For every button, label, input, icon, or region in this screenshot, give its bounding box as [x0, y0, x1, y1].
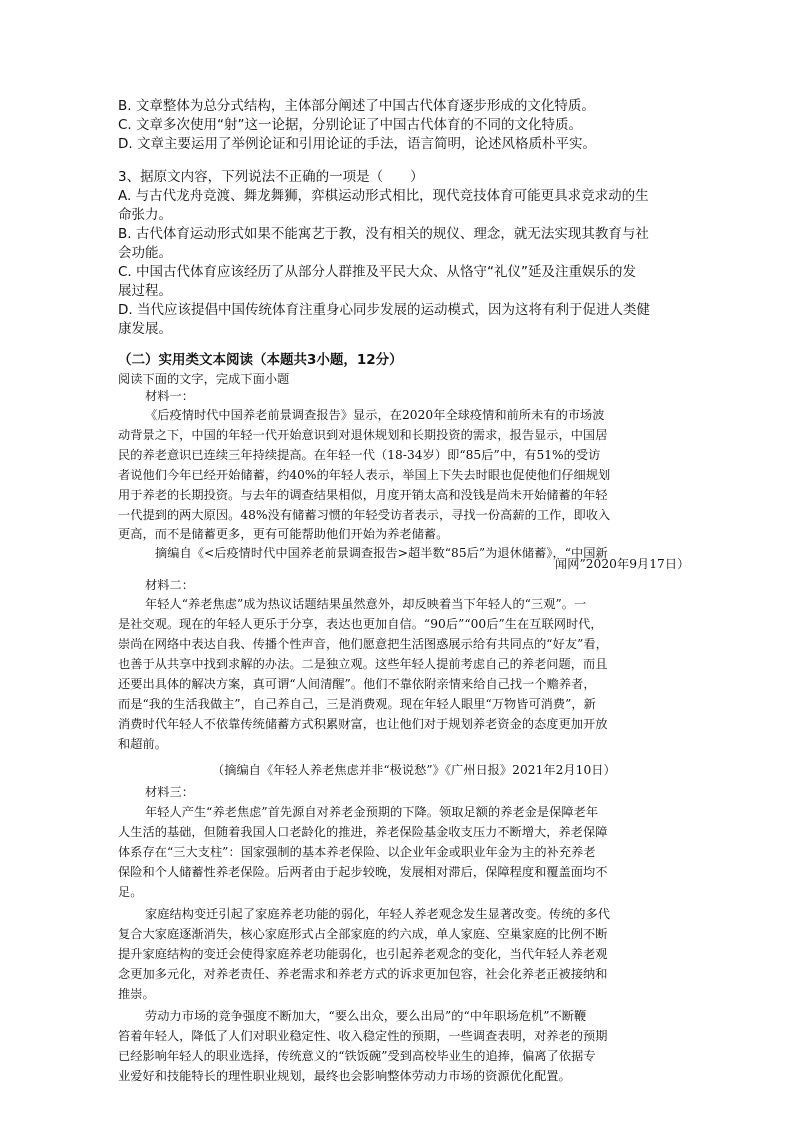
q3-stem: 3、据原文内容，下列说法不正确的一项是（ ）	[118, 169, 424, 185]
q2-option-c: C. 文章多次使用“射”这一论据，分别论证了中国古代体育的不同的文化特质。	[118, 117, 582, 133]
material-3-label: 材料三：	[145, 785, 194, 799]
material-2-line: 也善于从共享中找到求解的办法。二是独立观。这些年轻人提前考虑自己的养老问题，而且	[118, 657, 608, 671]
material-3-line: 人生活的基础，但随着我国人口老龄化的推进，养老保险基金收支压力不断增大，养老保障	[118, 825, 608, 839]
material-1-line: 者说他们今年已经开始储蓄，约40%的年轻人表示，举国上下失去时眼也促使他们仔细规划	[118, 468, 611, 482]
material-3-line: 足。	[118, 885, 143, 899]
material-2-line: 还要出具体的解决方案，真可谓“人间清醒”。他们不靠依附亲情来给自己找一个赡养者，	[118, 677, 596, 691]
material-3-line: 已经影响年轻人的职业选择，传统意义的“铁饭碗”受到高校毕业生的追捧，偏离了依据专	[118, 1049, 596, 1063]
material-2-line: 而是“我的生活我做主”，自己养自己，三是消费观。现在年轻人眼里“万物皆可消费”，新	[118, 697, 596, 711]
material-1-source: 摘编自《<后疫情时代中国养老前景调查报告>超半数“85后”为退休储蓄》，“中国新	[155, 546, 608, 560]
material-1-line: 一代提到的两大原因。48%没有储蓄习惯的年轻受访者表示，寻找一份高薪的工作，即收入	[118, 508, 611, 522]
q3-line: C. 中国古代体育应该经历了从部分人群推及平民大众、从恪守“礼仪”延及注重娱乐的发	[118, 264, 636, 280]
q2-option-d: D. 文章主要运用了举例论证和引用论证的手法，语言简明，论述风格质朴平实。	[118, 136, 596, 152]
material-2-line: 消费时代年轻人不依靠传统储蓄方式积累财富，也让他们对于规划养老资金的态度更加开放	[118, 717, 608, 731]
material-3-line: 念更加多元化，对养老责任、养老需求和养老方式的诉求更加包容，社会化养老正被接纳和	[118, 967, 608, 981]
material-1-line: 动背景之下，中国的年轻一代开始意识到对退休规划和长期投资的需求，报告显示，中国居	[118, 428, 608, 442]
q3-line: B. 古代体育运动形式如果不能寓艺于教，没有相关的规仪、理念，就无法实现其教育与社	[118, 226, 649, 242]
material-1-line: 用于养老的长期投资。与去年的调查结果相似，月度开销太高和没钱是尚未开始储蓄的年轻	[118, 488, 608, 502]
material-1-line: 《后疫情时代中国养老前景调查报告》显示，在2020年全球疫情和前所未有的市场波	[145, 408, 605, 422]
q3-line: 展过程。	[118, 283, 172, 299]
material-2-source: （摘编自《年轻人养老焦虑并非“极说愁”》《广州日报》2021年2月10日）	[212, 763, 616, 777]
material-1-line: 民的养老意识已连续三年持续提高。在年轻一代（18-34岁）即“85后”中，有51%的受访	[118, 448, 601, 462]
material-2-line: 年轻人“养老焦虑”成为热议话题结果虽然意外，却反映着当下年轻人的“三观”。一	[145, 597, 587, 611]
material-3-line: 业爱好和技能特长的理性职业规划，最终也会影响整体劳动力市场的资源优化配置。	[118, 1069, 571, 1083]
material-2-line: 和超前。	[118, 737, 167, 751]
material-3-line: 复合大家庭逐渐消失，核心家庭形式占全部家庭的约六成，单人家庭、空巢家庭的比例不断	[118, 927, 608, 941]
material-3-line: 笞着年轻人，降低了人们对职业稳定性、收入稳定性的预期，一些调查表明，对养老的预期	[118, 1029, 608, 1043]
q3-line: 康发展。	[118, 321, 172, 337]
material-3-line: 劳动力市场的竞争强度不断加大，“要么出众，要么出局”的“中年职场危机”不断鞭	[145, 1009, 587, 1023]
material-1-label: 材料一：	[145, 389, 194, 403]
q3-line: 命张力。	[118, 207, 172, 223]
material-3-line: 提升家庭结构的变迁会使得家庭养老功能弱化，也引起养老观念的变化，当代年轻人养老观	[118, 947, 608, 961]
material-3-line: 家庭结构变迁引起了家庭养老功能的弱化，年轻人养老观念发生显著改变。传统的多代	[145, 907, 611, 921]
section-heading: （二）实用类文本阅读（本题共3小题，12分）	[118, 352, 403, 368]
section-instruction: 阅读下面的文字，完成下面小题	[118, 372, 290, 386]
q3-line: A. 与古代龙舟竞渡、舞龙舞狮，弈棋运动形式相比，现代竞技体育可能更具求竞求动的生	[118, 188, 649, 204]
material-2-line: 崇尚在网络中表达自我、传播个性声音，他们愿意把生活图惑展示给有共同点的“好友”看，	[118, 637, 608, 651]
material-1-line: 更高，而不是储蓄更多，更有可能帮助他们开始为养老储蓄。	[118, 527, 449, 541]
material-2-label: 材料二：	[145, 578, 194, 592]
q3-line: D. 当代应该提倡中国传统体育注重身心同步发展的运动模式，因为这将有利于促进人类健	[118, 302, 650, 318]
material-3-line: 体系存在“三大支柱”：国家强制的基本养老保险、以企业年金或职业年金为主的补充养老	[118, 845, 596, 859]
material-2-line: 是社交观。现在的年轻人更乐于分享，表达也更加自信。“90后”“00后”生在互联网时代，	[118, 617, 603, 631]
q3-line: 会功能。	[118, 245, 172, 261]
material-3-line: 保险和个人储蓄性养老保险。后两者由于起步较晚，发展相对滞后，保障程度和覆盖面均不	[118, 865, 608, 879]
q2-option-b: B. 文章整体为总分式结构，主体部分阐述了中国古代体育逐步形成的文化特质。	[118, 98, 595, 114]
material-3-line: 年轻人产生“养老焦虑”首先源自对养老金预期的下降。领取足额的养老金是保障老年	[145, 805, 599, 819]
material-1-source-cont: 闻网”2020年9月17日）	[555, 557, 690, 571]
material-3-line: 推崇。	[118, 987, 155, 1001]
